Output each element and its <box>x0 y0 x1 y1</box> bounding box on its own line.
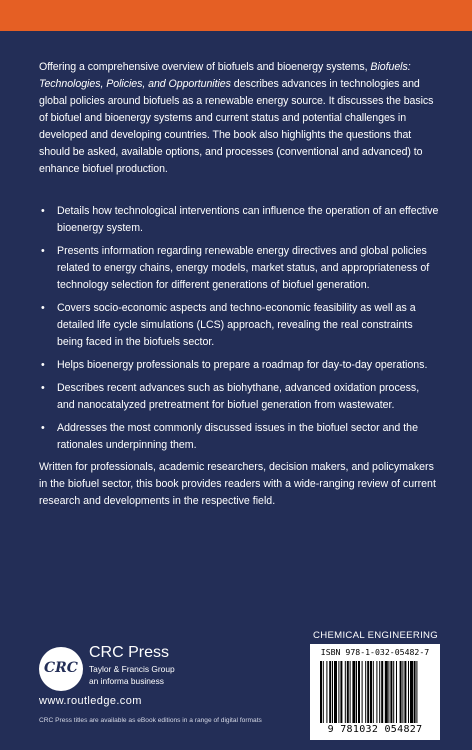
barcode-bar <box>373 661 374 723</box>
barcode-bar <box>416 661 417 723</box>
barcode-bar <box>410 661 413 723</box>
list-item-text: Covers socio-economic aspects and techno-economic feasibility as well as a detailed life cycle simulations (LCS) approach, revealing the real constraints being faced in the biofuels sector. <box>57 302 416 348</box>
barcode-bar <box>340 661 342 723</box>
barcode-bar <box>326 661 327 723</box>
intro-text-rest: describes advances in technologies and global policies around biofuels as a renewable energy source. It discusses the basics of biofuel and bioenergy systems and current status and potential challenges in developed and developing countries. The book also highlights the questions that should be asked, available options, and processes (conventional and advanced) to enhance biofuel production. <box>39 78 434 175</box>
publisher-name: CRC Press <box>89 644 170 661</box>
barcode-bar <box>350 661 351 723</box>
bullet-icon: • <box>41 422 45 434</box>
closing-paragraph: Written for professionals, academic researchers, decision makers, and policymakers in the biofuel sector, this book provides readers with a wide-ranging review of current research and developments in the respective field. <box>39 461 436 507</box>
barcode-bar <box>408 661 409 723</box>
top-color-band <box>0 0 472 31</box>
barcode-bar <box>323 661 324 723</box>
barcode-bar <box>388 661 389 723</box>
isbn-label: ISBN 978-1-032-05482-7 <box>320 647 430 657</box>
barcode-bar <box>404 661 406 723</box>
publisher-group: Taylor & Francis Group <box>89 664 175 674</box>
list-item <box>39 300 439 351</box>
logo-text: CRC <box>44 660 78 676</box>
barcode-number: 9 781032 054827 <box>327 724 423 735</box>
barcode-bar <box>381 661 383 723</box>
barcode-bar <box>347 661 349 723</box>
bullet-icon: • <box>41 382 45 394</box>
subject-category: CHEMICAL ENGINEERING <box>313 630 439 641</box>
barcode-bar <box>400 661 402 723</box>
list-item <box>39 243 439 294</box>
crc-logo-icon <box>39 647 83 691</box>
barcode-bar <box>385 661 388 723</box>
barcode-bar <box>376 661 377 723</box>
bullet-icon: • <box>41 205 45 217</box>
barcode-bar <box>352 661 355 723</box>
intro-text-start: Offering a comprehensive overview of biofuels and bioenergy systems, <box>39 61 371 73</box>
intro-paragraph <box>39 59 437 178</box>
list-item-text: Describes recent advances such as biohythane, advanced oxidation process, and nanocatalyzed pretreatment for biofuel generation from wastewater. <box>57 382 420 411</box>
list-item-text: Details how technological interventions can influence the operation of an effective bioenergy system. <box>57 205 439 234</box>
barcode-bar <box>402 661 403 723</box>
bullet-icon: • <box>41 359 45 371</box>
book-title-italic: Biofuels: Technologies, Policies, and Opportunities <box>39 61 411 90</box>
barcode-bar <box>338 661 339 723</box>
barcode-bar <box>320 661 322 723</box>
ebook-note: CRC Press titles are available as eBook editions in a range of digital formats <box>39 717 262 724</box>
barcode-bar <box>334 661 337 723</box>
publisher-website[interactable]: www.routledge.com <box>39 695 142 707</box>
list-item-text: Helps bioenergy professionals to prepare a roadmap for day-to-day operations. <box>57 359 428 371</box>
barcode-bar <box>329 661 331 723</box>
barcode-icon <box>320 661 430 723</box>
list-item-text: Presents information regarding renewable energy directives and global policies related to energy chains, energy models, market status, and appropriateness of technology selection for different generations of biofuel generation. <box>57 245 430 291</box>
barcode-panel <box>310 644 440 740</box>
barcode-bar <box>396 661 397 723</box>
bullet-icon: • <box>41 302 45 314</box>
list-item <box>39 203 439 237</box>
list-item-text: Addresses the most commonly discussed issues in the biofuel sector and the rationales underpinning them. <box>57 422 418 451</box>
barcode-bar <box>390 661 392 723</box>
barcode-bar <box>332 661 333 723</box>
list-item <box>39 357 439 374</box>
barcode-bar <box>393 661 394 723</box>
bullet-icon: • <box>41 245 45 257</box>
barcode-bar <box>345 661 346 723</box>
barcode-bar <box>365 661 366 723</box>
barcode-bar <box>414 661 416 723</box>
barcode-bar <box>370 661 372 723</box>
barcode-bar <box>367 661 369 723</box>
list-item <box>39 420 439 454</box>
list-item <box>39 380 439 414</box>
feature-list <box>39 203 439 460</box>
publisher-tagline: an informa business <box>89 676 164 686</box>
barcode-bar <box>379 661 380 723</box>
barcode-bar <box>362 661 363 723</box>
back-cover <box>0 31 472 750</box>
barcode-bar <box>358 661 360 723</box>
barcode-bar <box>356 661 357 723</box>
